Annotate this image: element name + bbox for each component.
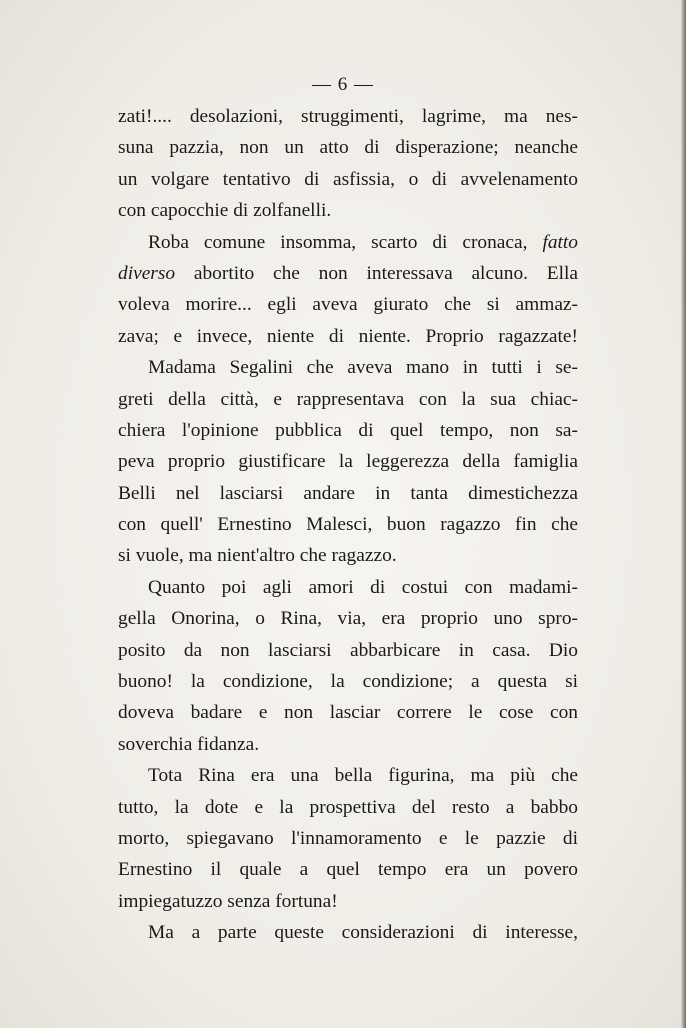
line-text: con quell' Ernestino Malesci, buon ragazzo fin che — [118, 514, 578, 536]
line-text: soverchia fidanza. — [118, 733, 260, 755]
line-text: Ma a parte queste considerazioni di interesse, — [148, 922, 578, 944]
line-text: posito da non lasciarsi abbarbicare in casa. Dio — [118, 639, 578, 661]
text-line — [118, 854, 578, 885]
text-line — [118, 415, 578, 446]
text-line — [118, 321, 578, 352]
italic-phrase: fatto — [542, 231, 578, 253]
text-line — [118, 384, 578, 415]
line-text: greti della città, e rappresentava con la sua chiac- — [118, 388, 578, 410]
line-text: un volgare tentativo di asfissia, o di avvelenamento — [118, 168, 578, 190]
line-text: chiera l'opinione pubblica di quel tempo, non sa- — [118, 419, 578, 441]
text-line — [118, 603, 578, 634]
text-line — [118, 823, 578, 854]
line-text: con capocchie di zolfanelli. — [118, 200, 332, 222]
line-text: doveva badare e non lasciar correre le cose con — [118, 702, 578, 724]
line-text: tutto, la dote e la prospettiva del resto a babbo — [118, 796, 578, 818]
line-text: zava; e invece, niente di niente. Proprio ragazzate! — [118, 325, 578, 347]
line-text: impiegatuzzo senza fortuna! — [118, 890, 338, 912]
text-line — [118, 729, 578, 760]
text-line — [118, 666, 578, 697]
line-text: abortito che non interessava alcuno. Ella — [175, 262, 578, 284]
text-line — [118, 635, 578, 666]
text-line — [118, 352, 578, 383]
line-text: morto, spiegavano l'innamoramento e le pazzie di — [118, 827, 578, 849]
line-text: peva proprio giustificare la leggerezza della famiglia — [118, 451, 578, 473]
text-line — [118, 164, 578, 195]
text-line — [118, 132, 578, 163]
line-text: Belli nel lasciarsi andare in tanta dimestichezza — [118, 482, 578, 504]
line-text: gella Onorina, o Rina, via, era proprio uno spro- — [118, 608, 578, 630]
text-line — [118, 195, 578, 226]
italic-phrase: diverso — [118, 262, 176, 284]
body-text — [118, 101, 578, 949]
page-number: — 6 — — [312, 74, 374, 95]
text-line — [118, 572, 578, 603]
line-text: buono! la condizione, la condizione; a questa si — [118, 671, 578, 693]
text-line — [118, 289, 578, 320]
line-text: voleva morire... egli aveva giurato che si ammaz- — [118, 294, 578, 316]
text-line — [118, 446, 578, 477]
page-edge-shadow — [681, 0, 686, 1028]
line-text: Quanto poi agli amori di costui con madami- — [148, 576, 578, 598]
text-line — [118, 917, 578, 948]
line-text: Tota Rina era una bella figurina, ma più che — [148, 765, 578, 787]
text-line — [118, 697, 578, 728]
text-line — [118, 540, 578, 571]
text-line — [118, 886, 578, 917]
line-text: Madama Segalini che aveva mano in tutti i se- — [148, 357, 578, 379]
text-line — [118, 478, 578, 509]
text-line — [118, 792, 578, 823]
line-text: si vuole, ma nient'altro che ragazzo. — [118, 545, 397, 567]
text-line — [118, 227, 578, 258]
text-line — [118, 258, 578, 289]
text-line — [118, 101, 578, 132]
text-line — [118, 760, 578, 791]
line-text: suna pazzia, non un atto di disperazione; neanche — [118, 137, 578, 159]
line-text: Ernestino il quale a quel tempo era un povero — [118, 859, 578, 881]
text-line — [118, 509, 578, 540]
line-text: Roba comune insomma, scarto di cronaca, — [148, 231, 528, 253]
line-text: zati!.... desolazioni, struggimenti, lagrime, ma nes- — [118, 106, 578, 127]
